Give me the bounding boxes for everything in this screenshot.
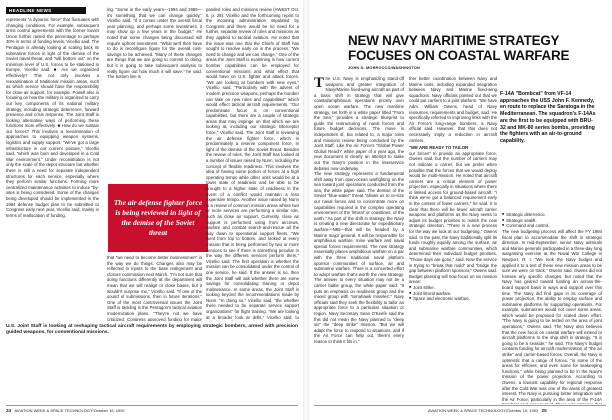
left-column-2-bottom [107,255,202,321]
intro-text: he U.S. Navy is emphasizing stand-off weapons and greater integration of Navy/Marine fixed-wing aircraft as part of a basic shift in strategy that will give coastal/amphibious operations priority over open ocean warfare. The new maritime strategy, set forth in a white paper titled "From the Sea," provides a strategic blueprint to guide the restructuring of naval forces and future budget decisions. The move is independent of, but related to, a major roles and missions review being conducted by the Joint Staff. Like the Air Force's "Global Power Global Reach" white paper of a year ago, the new document is clearly an attempt to stake out the Navy's position in the interservice debates now underway. [314,76,404,171]
right-column-2-text: ther better coordination between Navy and Marine units, including expanded integration between Navy and Marine fixed-wing squadrons. Navy officials pointed out that we could put carriers to a joint platform. "We have Adm. William Owens, head of Navy resources, requirements and budget, said. He specifically referred to improving links with the Air Force's long-range bombers, a Navy official said. However, that this does not necessarily imply a reduction in aircraft carriers. [409,76,497,143]
intro-paragraph [314,76,404,171]
photo-caption-left: U.S. Joint Staff is looking at reshaping tactical aircraft requirements by employing strategic bombers, armed with precision guided weapons, for conventional missions. [6,324,298,336]
right-column-1-continued: The new strategy represents a fundamental shift away from open-ocean warfighting on the sea toward joint operations conducted from the sea, the white paper said. The demise of the Soviet "blue-water" threat "allows us to re-size our naval forces and to concentrate more on capabilities required in the complex operating environment of the 'littoral' or coastlines, of the earth." As part of the shift in strategy, the Navy is creating a new directorate for expeditionary warfare—N85—that will be headed by a Marine major general. It will be responsible for amphibious warfare, mine warfare and naval special forces requirements. The new strategy essentially places amphibious warfare on a par with the three traditional naval platform sponsor communities of surface, air and submarine warfare. There is a concerted effort to adopt warfare that's worth the new strategy. The answer to every situation may not be a carrier battle group, the white paper said. "It puts an emphasis on readiness group and the mixed group with 'tomahawk missiles'." Navy officials said they seek the flexibility to tailor an appropriate force to a particular situation or region. Navy Secretary Sean O'Keefe said the this did not mean the Navy planned to "deep six" the "deep strike" mission. "But we will adapt the force to respond to situations, and if the Air Force can help out, there's every reason to think it fits in." [314,171,404,344]
footer-left [6,408,125,413]
right-column-2 [409,76,497,404]
left-page [0,0,304,420]
mission-areas-list-a [409,285,497,302]
footer-rule-right [314,405,606,406]
publication-line-left: AVIATION WEEK & SPACE TECHNOLOGY/October 19, 1992 [14,408,125,413]
photo-caption-right: F-14A "Bombcat" from VF-14 approaches the USS John F. Kennedy, en route to replace the Saratoga in the Mediterranean. The squadron's F-14As are the first to be equipped with BRU-32 and MK-80 series bombs, providing the fighters with an air-to-ground capability. [500,91,596,144]
pull-quote [108,184,208,252]
list-item: ■ Joint strike. [409,285,497,291]
footer-right [428,408,547,413]
list-item: ■ Strategic sealift. [502,218,602,224]
section-label: HEADLINE NEWS [6,7,86,14]
right-column-3-text: The new budgeting process will affect the FY 1994 fiscal plan to accommodate the shift in strategic direction. In mid-September, senior Navy admirals and Marine generals participated in a three-day long wargaming exercise at the Naval War College in Newport, R. I. "We took the Navy budget and applied it to a test of these new mission areas to be sure we were on track," Owens said. Owens did not foresee any specific changes, but noted that the Navy has geared toward funding an across-the-board support basis in ways and support over this time. The Navy did find gaps in its coverage of power projection, the ability to employ surface and submarine platforms for supporting operations. For example, submarines would not cover some areas, which would be proposed for scaled down effort. "The Navy is going to be tested on the area of joint operations," Owens said. The Navy also believes that the new focus on coastal warfare will extend to aircraft platforms to the ship shift in strategy. "It is going to be a seaside," he said. The Navy's budget contains funding for aircraft modernization of "the air strike" and carrier-based forces. Overall, the Navy is optimistic that a range of forces, "in some of the areas for efficient, and even some for seakeeping functions," while being planned to be in the Navy's mission of the power projection. According to Owens, a lowcost capability for regional response after the Cold War was one of the areas of greatest interest. The Navy is pursuing better integration with the Air Force, particularly in the area of the F-14A [502,228,602,402]
left-column-3 [206,7,299,321]
right-column-3 [502,212,602,404]
subhead: "WE ARE READY TO TAILOR [409,145,469,151]
footer-rule-left [6,405,298,406]
pull-quote-text: The air defense fighter force is being reviewed in light of the demise of the Soviet threat [113,198,203,237]
list-item: ■ Command and control. [502,223,602,229]
list-item: ■ Strategic deterrence. [502,212,602,218]
left-column-3-text: panded roles and missions review (AW&ST Oct. 5, p. 28). Vicellio and the forthcoming report to the incoming administration stipulated by Congress and there would be no need for a further, separate review of roles and missions as they applied to tactical aviation. He noted that the issue was one that the Chiefs of Staff has sought to resolve early on in the process. "We need to change and we can change." One of the areas the Joint Staff is examining is how current bomber capabilities can be employed for conventional missions and what effect that would have on U.S. fighter and attack forces. "We are looking at bombers with new eyes," Vicellio said. "Particularly with the advent of modern precision weapons, perhaps the bomber can take on new roles and capabilities" which would effect tactical aircraft requirements. "Our predominate focus is on conventional capabilities, but there are a couple of strategic areas that may impinge on that which we are looking at, including our strategic interceptor force," Vicellio said. The Joint Staff is reviewing the air defense fighter force, which is predominately a reserve component force, in light of the demise of the Soviet threat. Besides the review of roles, the Joint Staff has looked at a number of issues raised by Nunn, including the concept of flexible readiness. This involves the idea of having some portion of forces at a high operating tempo while other units would be at a lower state of readiness and be able to be brought to a higher state of readiness in the event of a conflict would maintain a less expensive tempo. Another issue raised by Nunn is a review of common mission areas where two or more services are performing a similar role, such as close air support. Currently, close air support is performed using from aircrews, warfare and combat search-and-rescue all the way down to operational support fleets. "We went from top to bottom, and looked at every mission that is being performed by two or more services to see if there is something peculiar in the way the different services perform them," Vicellio said. The first operation is whether the mission can be consolidated under the control of one service, he said. If the answer is no, then the Joint Staff will ask whether there are some savings for consolidating training or depot maintenance. In some areas, the Joint Staff is looking beyond the recommendations made by Nunn. "In doing so," Vicellio said, "the whether there needed to be separate service support organizations" for flight training. "We are looking at a broader look at drills," Vicellio said, to [206,7,299,320]
list-item: ■ Space and electronic warfare. [409,296,497,302]
page-number-left: 24 [6,408,12,413]
publication-line-right: AVIATION WEEK & SPACE TECHNOLOGY/October 19, 1992 [428,408,539,413]
right-column-2-continued: our forces" to provide an appropriate force, Owens said, but the number of carriers may not indicate a carrier, but we prefer when possible that the forces that we would deploy would be multi-mission. He noted that aircraft carriers are a critical element of power projection, especially in situations where there is limited access for ground-based aircraft. "I think we've got a balanced requirement early in the context of fewer carriers," he said. It is clear that there will be fewer aircraft carrier weapons and platforms as the Navy seeks to adjust its budget priorities to match the new strategic direction. "There is a new process for the way we look at our budgeting," Owens said. In the past, the Navy traditionally split its funds roughly equally among the surface, air and submarine warfare communities, which determined their individual budget priorities. "Those days are gone," said. Now the service is trying to "break that mold" and "bridge the gap between platform sponsors," Owens said. Budget planning will now focus on six mission areas: [409,150,497,285]
left-column-2-top [107,7,202,181]
article-title: NEW NAVY MARITIME STRATEGY FOCUSES ON COASTAL WARFARE [348,33,570,63]
list-item: ■ Joint littoral warfare. [409,291,497,297]
left-column-1 [6,17,99,321]
byline: JOHN D. MORROCCO/WASHINGTON [348,66,420,70]
left-column-2-top-text: ing. "Some in the early years—1994 and 1995—it's something that we can change quickly," Vicellio said. "If it comes under the overall fiscal year planning, and perhaps some investment, it may show up a few years in the budget." He noted that some changes being discussed will require upfront investment. "What we'll then have to do is reconfigure figure for the overall cost-savings to be achieved. "Many of these changes are things that we are going to commit to doing, but it is going to take subsequent analysis to really figure out how much it will save," he said. The bottom line is [107,7,202,80]
page-number-right: 25 [541,408,547,413]
right-column-1 [314,76,404,404]
left-column-2-bottom-text: that "we need to become better businessmen" in the way we do things. Changes also may be reflected in inputs to the base realignment and closure commission next March. "I'm not sure that doing functions differently at the department will mean that we will realign or close bases, but it wouldn't surprise me," Vicellio said. "If one of the sound of submissions, then in future iterations." One of the most controversial issues the Joint Staff is tackling is the Pentagon's tactical aviation modernization plans. "They're not we have criticized. Congress approved funding for major [107,255,202,321]
right-page [308,0,612,420]
mission-areas-list-b [502,212,602,229]
drop-cap: T [314,76,325,91]
left-column-1-text: represents "a dynamic force" that fluctuates with changing conditions. For example, subsequent arms control agreements with the former Soviet Union further raised the percentage to perhaps 30% in terms of funding levels, Vicellio said. The Pentagon is already looking at scaling back its submarine forces in light of the demise of the Soviet naval threat, and "will bottom out" on the minimum level of U.S. forces to be stationed in Europe, Vicellio said. ■ Are we organized effectively? This not only involves a reexamination of traditional mission areas, such as which service should have the responsibility for close air support, for example. Powell also is focusing on how the military is organized to carry out key components of its national military strategy, including strategic deterrence, forward presence and crisis response. The Joint Staff is looking alternative ways of performing these functions more effectively. ■ How do we sustain our forces? This involves a reexamination of approaches to equipping weapon systems, logistics and supply support. "We've got a large infrastructure in our current posture," Vicellio said, "which was born and developed in a Cold War environment." Under reconstitution is not only the scale of the depot structure but whether there is still a need for separate independent structures for each service, especially where they perform similar functions. Forming more centralized maintenance activities to induce "by-sites is being considered. Some of the changes being developed should be implemented in the 1994 defense budget plan to be submitted to Congress early next year, Vicellio said, mainly in terms of reallocation of funding. [6,17,99,218]
